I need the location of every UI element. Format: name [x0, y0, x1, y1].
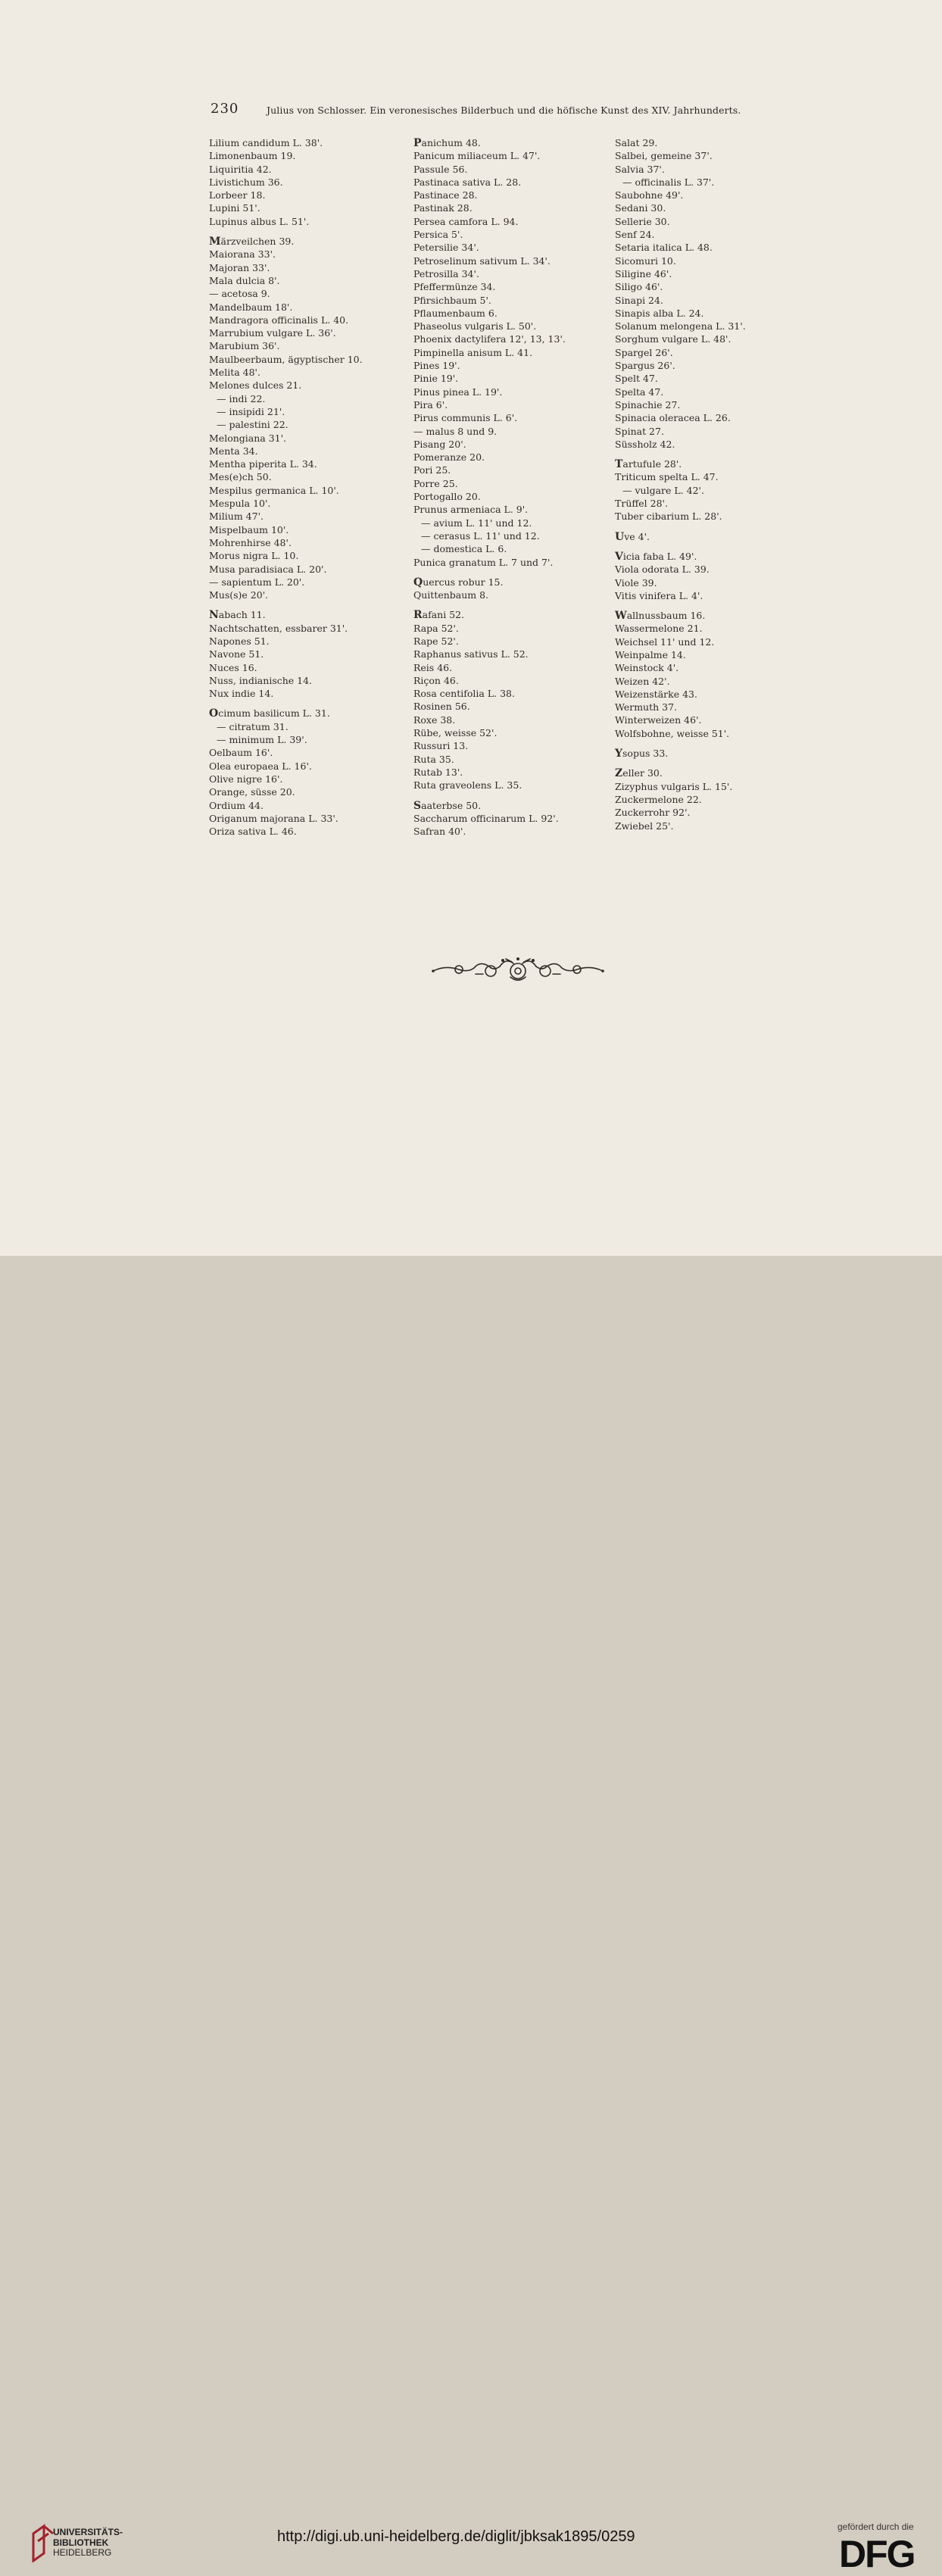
index-entry: Napones 51.: [209, 635, 270, 647]
index-entry: Origanum majorana L. 33'.: [209, 812, 338, 824]
index-entry: Spinachie 27.: [615, 398, 681, 411]
index-entry: Quittenbaum 8.: [413, 589, 489, 601]
index-entry: Saaterbse 50.: [413, 799, 482, 812]
index-entry: Uve 4'.: [615, 530, 650, 543]
section-gap: [413, 601, 566, 608]
index-entry: Salat 29.: [615, 137, 658, 148]
dfg-logo: DFG: [839, 2533, 915, 2575]
index-entry: Pastinak 28.: [413, 202, 473, 214]
section-gap: [209, 228, 363, 235]
index-entry: Petroselinum sativum L. 34'.: [413, 254, 551, 267]
index-entry: Ruta graveolens L. 35.: [413, 779, 522, 792]
index-entry: Roxe 38.: [413, 713, 456, 726]
index-entry: Musa paradisiaca L. 20'.: [209, 563, 327, 575]
index-entry: Nachtschatten, essbarer 31'.: [209, 622, 348, 634]
index-entry: Rapa 52'.: [413, 622, 459, 634]
section-gap: [615, 523, 746, 530]
index-entry: Panicum miliaceum L. 47'.: [413, 150, 541, 162]
index-entry: Triticum spelta L. 47.: [615, 471, 719, 483]
index-entry: Punica granatum L. 7 und 7'.: [413, 556, 554, 568]
index-entry: Ocimum basilicum L. 31.: [209, 707, 330, 720]
index-entry: Spargus 26'.: [615, 360, 675, 372]
index-entry: Oelbaum 16'.: [209, 747, 273, 759]
index-entry: Saccharum officinarum L. 92'.: [413, 812, 559, 824]
index-entry: Livistichum 36.: [209, 176, 283, 188]
index-entry: Zwiebel 25'.: [615, 820, 674, 832]
index-entry: — acetosa 9.: [209, 288, 270, 300]
index-entry: Wassermelone 21.: [615, 623, 703, 635]
index-entry: Morus nigra L. 10.: [209, 550, 299, 562]
index-entry: Weinpalme 14.: [615, 648, 686, 660]
index-entry: Mandelbaum 18'.: [209, 301, 293, 313]
index-entry: Winterweizen 46'.: [615, 714, 702, 726]
index-entry: Safran 40'.: [413, 826, 466, 838]
running-title: Julius von Schlosser. Ein veronesisches Bilderbuch und die höfische Kunst des XIV. Jahrhunderts.: [267, 105, 741, 116]
index-entry: Lorbeer 18.: [209, 189, 266, 201]
index-entry: Spargel 26'.: [615, 346, 673, 358]
index-entry: Menta 34.: [209, 445, 258, 457]
index-entry: Panichum 48.: [413, 137, 481, 149]
page-number: 230: [211, 101, 239, 117]
index-entry: Maulbeerbaum, ägyptischer 10.: [209, 353, 363, 365]
index-entry: — vulgare L. 42'.: [622, 484, 704, 496]
index-entry: Zizyphus vulgaris L. 15'.: [615, 780, 733, 792]
index-entry: Mus(s)e 20'.: [209, 589, 269, 601]
index-entry: Zeller 30.: [615, 767, 663, 780]
index-entry: Riçon 46.: [413, 674, 459, 686]
index-entry: Märzveilchen 39.: [209, 236, 295, 248]
index-entry: Mohrenhirse 48'.: [209, 536, 292, 548]
index-entry: Petersilie 34'.: [413, 242, 479, 254]
index-entry: Liquiritia 42.: [209, 163, 272, 175]
index-entry: Limonenbaum 19.: [209, 150, 296, 162]
index-entry: Melongiana 31'.: [209, 432, 287, 444]
index-entry: Nuss, indianische 14.: [209, 674, 313, 686]
index-entry: Pfeffermünze 34.: [413, 281, 496, 293]
index-entry: Rosinen 56.: [413, 701, 470, 713]
index-entry: Pastinaca sativa L. 28.: [413, 176, 522, 188]
index-entry: Siligine 46'.: [615, 267, 672, 279]
index-entry: Mes(e)ch 50.: [209, 471, 272, 483]
index-entry: Oriza sativa L. 46.: [209, 826, 297, 838]
index-entry: — cerasus L. 11' und 12.: [421, 529, 540, 542]
index-entry: Süssholz 42.: [615, 438, 675, 450]
index-entry: — insipidi 21'.: [217, 405, 285, 417]
index-entry: Melita 48'.: [209, 367, 260, 379]
index-entry: Lilium candidum L. 38'.: [209, 137, 323, 148]
index-entry: Rutab 13'.: [413, 766, 463, 778]
index-entry: Salvia 37'.: [615, 163, 665, 175]
section-gap: [413, 569, 566, 576]
index-entry: Spinacia oleracea L. 26.: [615, 412, 731, 424]
index-entry: Nux indie 14.: [209, 688, 274, 700]
index-entry: Mandragora officinalis L. 40.: [209, 314, 349, 326]
index-entry: Ysopus 33.: [615, 748, 669, 760]
index-entry: Wolfsbohne, weisse 51'.: [615, 727, 730, 739]
index-entry: Raphanus sativus L. 52.: [413, 648, 529, 660]
index-entry: Pflaumenbaum 6.: [413, 307, 498, 319]
index-entry: Tuber cibarium L. 28'.: [615, 511, 722, 523]
index-entry: Zuckermelone 22.: [615, 793, 702, 805]
section-gap: [615, 740, 746, 747]
index-entry: Mispelbaum 10'.: [209, 523, 289, 535]
section-gap: [615, 543, 746, 550]
index-entry: Olive nigre 16'.: [209, 773, 283, 785]
index-entry: Sorghum vulgare L. 48'.: [615, 333, 731, 345]
index-entry: Pori 25.: [413, 464, 451, 476]
decorative-ornament: [430, 954, 606, 983]
index-entry: Phoenix dactylifera 12', 13, 13'.: [413, 333, 566, 345]
index-entry: Viole 39.: [615, 576, 657, 589]
index-column-2: [413, 136, 566, 838]
index-entry: Weizenstärke 43.: [615, 688, 697, 700]
index-entry: Wallnussbaum 16.: [615, 610, 706, 623]
index-entry: — domestica L. 6.: [421, 543, 507, 555]
index-entry: Spinat 27.: [615, 425, 664, 437]
index-entry: Spelta 47.: [615, 386, 664, 398]
index-entry: Pfirsichbaum 5'.: [413, 294, 491, 306]
index-entry: Reis 46.: [413, 661, 453, 673]
index-entry: Persica 5'.: [413, 229, 463, 241]
digitization-footer: [0, 1256, 942, 2575]
index-entry: Senf 24.: [615, 229, 655, 241]
index-entry: Russuri 13.: [413, 740, 469, 752]
section-gap: [413, 792, 566, 799]
index-entry: Setaria italica L. 48.: [615, 242, 713, 254]
index-column-3: [615, 136, 746, 832]
section-gap: [615, 760, 746, 767]
index-entry: Rafani 52.: [413, 609, 465, 622]
index-entry: Nabach 11.: [209, 609, 266, 622]
index-entry: Viola odorata L. 39.: [615, 564, 710, 576]
index-entry: Mala dulcia 8'.: [209, 274, 280, 286]
permalink-url[interactable]: http://digi.ub.uni-heidelberg.de/diglit/jbksak1895/0259: [277, 2528, 635, 2545]
index-entry: Sellerie 30.: [615, 215, 670, 227]
section-gap: [209, 700, 363, 707]
index-entry: Majoran 33'.: [209, 261, 270, 273]
index-entry: Sinapi 24.: [615, 294, 663, 306]
index-entry: Weinstock 4'.: [615, 662, 679, 674]
index-entry: Tartufule 28'.: [615, 458, 682, 471]
index-entry: — indi 22.: [217, 392, 266, 404]
index-entry: Pirus communis L. 6'.: [413, 412, 518, 424]
index-entry: Rosa centifolia L. 38.: [413, 688, 515, 700]
index-entry: — malus 8 und 9.: [413, 425, 498, 437]
index-entry: Melones dulces 21.: [209, 379, 302, 392]
index-entry: Lupinus albus L. 51'.: [209, 215, 310, 227]
index-entry: Solanum melongena L. 31'.: [615, 320, 746, 333]
index-entry: Phaseolus vulgaris L. 50'.: [413, 320, 537, 333]
section-gap: [615, 451, 746, 457]
index-entry: Sicomuri 10.: [615, 254, 676, 267]
index-entry: Salbei, gemeine 37'.: [615, 150, 713, 162]
index-entry: Orange, süsse 20.: [209, 786, 295, 798]
index-entry: Spelt 47.: [615, 373, 658, 385]
index-entry: Petrosilla 34'.: [413, 267, 479, 279]
index-entry: Mespula 10'.: [209, 498, 271, 510]
index-entry: Vicia faba L. 49'.: [615, 550, 697, 563]
running-header: [211, 103, 754, 118]
index-entry: Mentha piperita L. 34.: [209, 458, 317, 470]
index-entry: — citratum 31.: [217, 720, 289, 732]
index-entry: Pinus pinea L. 19'.: [413, 386, 503, 398]
section-gap: [615, 602, 746, 609]
funded-by-label: gefördert durch die: [838, 2521, 914, 2532]
index-entry: Prunus armeniaca L. 9'.: [413, 504, 529, 516]
index-entry: Zuckerrohr 92'.: [615, 807, 691, 819]
section-gap: [209, 601, 363, 608]
index-entry: Maiorana 33'.: [209, 248, 276, 261]
index-entry: Pinie 19'.: [413, 373, 459, 385]
index-entry: Navone 51.: [209, 648, 264, 660]
index-entry: Sinapis alba L. 24.: [615, 307, 704, 319]
index-entry: Weizen 42'.: [615, 675, 670, 687]
index-entry: Marrubium vulgare L. 36'.: [209, 327, 336, 339]
index-entry: Mespilus germanica L. 10'.: [209, 484, 339, 496]
index-entry: — avium L. 11' und 12.: [421, 517, 532, 529]
index-entry: Rape 52'.: [413, 635, 459, 647]
index-entry: Nuces 16.: [209, 661, 257, 673]
library-name: UNIVERSITÄTS- BIBLIOTHEK HEIDELBERG: [53, 2527, 123, 2558]
index-entry: Pimpinella anisum L. 41.: [413, 346, 533, 358]
index-entry: Pisang 20'.: [413, 438, 466, 450]
index-entry: — officinalis L. 37'.: [622, 176, 715, 188]
index-entry: Passule 56.: [413, 163, 468, 175]
index-entry: Vitis vinifera L. 4'.: [615, 589, 703, 601]
index-entry: Ruta 35.: [413, 753, 454, 765]
index-entry: Milium 47'.: [209, 511, 264, 523]
index-entry: Siligo 46'.: [615, 281, 663, 293]
index-entry: — minimum L. 39'.: [217, 734, 307, 746]
index-entry: Pira 6'.: [413, 398, 448, 411]
index-column-1: [209, 136, 363, 838]
index-entry: — palestini 22.: [217, 419, 289, 431]
index-entry: Sedani 30.: [615, 202, 666, 214]
index-entry: Portogallo 20.: [413, 491, 481, 503]
index-entry: Wermuth 37.: [615, 701, 678, 713]
index-entry: — sapientum L. 20'.: [209, 576, 305, 588]
index-entry: Saubohne 49'.: [615, 189, 684, 201]
index-entry: Weichsel 11' und 12.: [615, 635, 715, 648]
index-entry: Trüffel 28'.: [615, 498, 668, 510]
index-entry: Quercus robur 15.: [413, 576, 504, 589]
index-entry: Marubium 36'.: [209, 340, 280, 352]
index-entry: Lupini 51'.: [209, 202, 260, 214]
index-entry: Rübe, weisse 52'.: [413, 727, 498, 739]
index-entry: Pomeranze 20.: [413, 451, 485, 464]
index-entry: Porre 25.: [413, 477, 458, 489]
index-entry: Ordium 44.: [209, 799, 264, 811]
index-entry: Olea europaea L. 16'.: [209, 760, 312, 772]
index-entry: Pines 19'.: [413, 360, 460, 372]
index-entry: Pastinace 28.: [413, 189, 478, 201]
scanned-page: [0, 0, 942, 1256]
index-entry: Persea camfora L. 94.: [413, 215, 519, 227]
